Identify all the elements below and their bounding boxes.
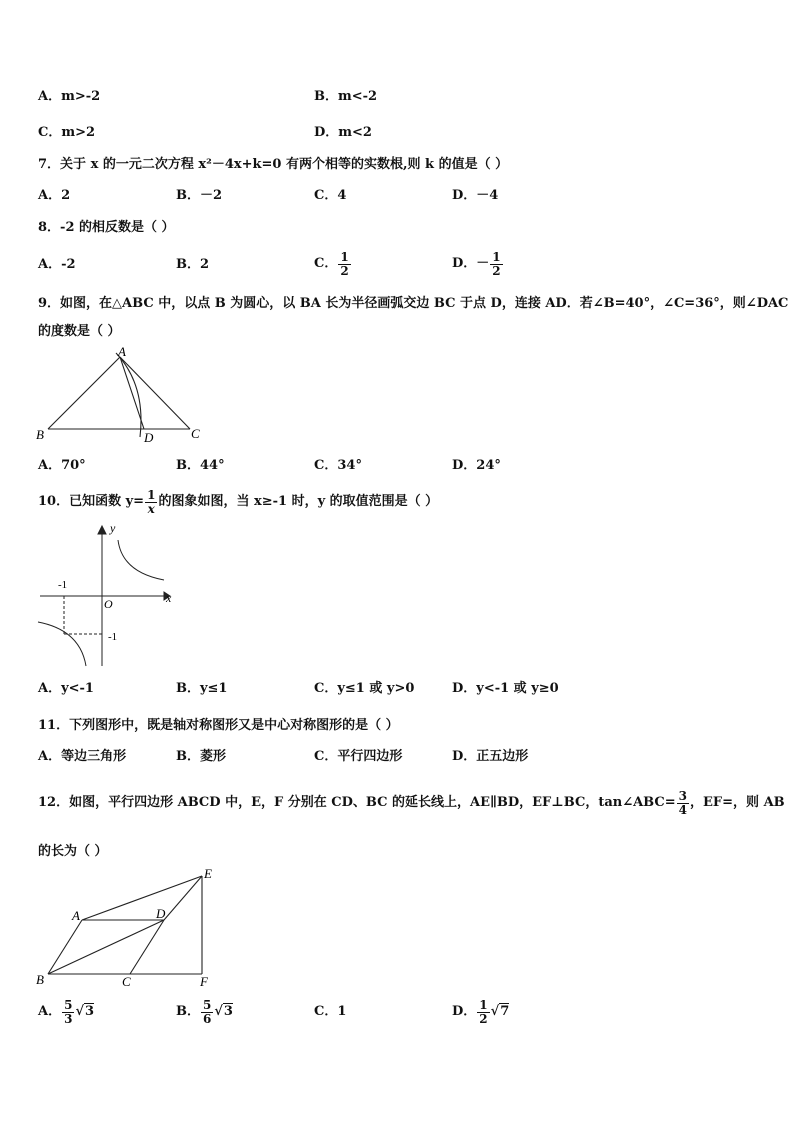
q12-option-a-fraction: $\frac{5}{3}$ [64, 997, 73, 1026]
q10-label-y: y [110, 521, 116, 535]
q10-label-neg1-x: -1 [58, 579, 68, 591]
q9-question-line2: 的度数是（ ） [38, 324, 121, 339]
q10-question: 10．已知函数 y= $\frac{1}{x}$ 的图象如图，当 x≥-1 时，y 的取值范围是（ ） [38, 487, 439, 516]
q9-side-ba [48, 357, 120, 429]
q8-option-c: C． $\frac{1}{2}$ [314, 249, 349, 278]
q10-option-d: D．y<-1 或 y≥0 [452, 681, 559, 696]
q9-triangle-figure [30, 345, 210, 445]
q12-label-b: B [36, 972, 44, 987]
q12-option-b-fraction: $\frac{5}{6}$ [203, 997, 212, 1026]
q8-option-d: D．－ $\frac{1}{2}$ [452, 249, 501, 278]
q7-option-b: B．－2 [176, 188, 223, 203]
q6-option-c: C．m>2 [38, 125, 96, 140]
q10-label-origin: O [104, 597, 113, 611]
q10-graph [36, 520, 176, 670]
q12-label-e: E [204, 866, 212, 881]
q10-curve-q3 [38, 622, 86, 666]
q8-option-c-fraction: $\frac{1}{2}$ [340, 249, 349, 278]
q6-option-d: D．m<2 [314, 125, 372, 140]
q12-parallelogram-figure [30, 862, 230, 992]
q12-option-d-sqrt: √7 [490, 1004, 510, 1019]
q9-label-c: C [191, 426, 200, 441]
q11-option-d: D．正五边形 [452, 749, 529, 764]
q9-option-a: A．70° [38, 458, 86, 473]
q10-label-neg1-y: -1 [108, 631, 118, 643]
q12-option-d: D． $\frac{1}{2}$ √7 [452, 997, 510, 1026]
q7-option-d: D．－4 [452, 188, 499, 203]
q7-option-c: C．4 [314, 188, 347, 203]
q11-option-a: A．等边三角形 [38, 749, 127, 764]
q10-option-a: A．y<-1 [38, 681, 94, 696]
q12-option-a: A． $\frac{5}{3}$ √3 [38, 997, 95, 1026]
q10-y-arrow [98, 526, 106, 534]
q10-option-c: C．y≤1 或 y>0 [314, 681, 415, 696]
q12-option-b-sqrt: √3 [214, 1004, 233, 1019]
q10-curve-q1 [118, 540, 164, 580]
q7-question: 7．关于 x 的一元二次方程 x²－4x+k=0 有两个相等的实数根,则 k 的值是（ ） [38, 157, 509, 172]
q12-label-d: D [156, 906, 166, 921]
q8-question: 8．-2 的相反数是（ ） [38, 220, 175, 235]
q8-option-a: A．-2 [38, 257, 76, 272]
q12-option-d-fraction: $\frac{1}{2}$ [479, 997, 488, 1026]
q9-side-ac [120, 357, 190, 429]
q12-label-f: F [200, 974, 208, 989]
q12-label-a: A [72, 908, 80, 923]
q8-option-b: B．2 [176, 257, 210, 272]
q11-option-c: C．平行四边形 [314, 749, 403, 764]
q9-option-d: D．24° [452, 458, 501, 473]
q12-label-c: C [122, 974, 131, 989]
q8-option-d-fraction: $\frac{1}{2}$ [492, 249, 501, 278]
q9-label-b: B [36, 427, 44, 442]
q9-question-line1: 9．如图，在△ABC 中，以点 B 为圆心，以 BA 长为半径画弧交边 BC 于点 D，连接 AD．若∠B=40°，∠C=36°，则∠DAC [38, 296, 789, 311]
q6-option-a: A．m>-2 [38, 89, 101, 104]
q12-question-line1: 12．如图，平行四边形 ABCD 中，E，F 分别在 CD、BC 的延长线上，AE∥BD，EF⊥BC，tan∠ABC= $\frac{3}{4}$ ，EF=，则 AB [38, 788, 785, 817]
q9-label-a: A [118, 345, 126, 359]
q11-question: 11．下列图形中，既是轴对称图形又是中心对称图形的是（ ） [38, 718, 399, 733]
q9-segment-ad [120, 357, 144, 429]
q12-segment-ae [82, 876, 202, 920]
q12-question-line2: 的长为（ ） [38, 844, 108, 859]
q7-option-a: A．2 [38, 188, 71, 203]
q10-fraction: $\frac{1}{x}$ [147, 487, 156, 516]
q12-option-c: C． 1 [314, 1004, 347, 1019]
q10-option-b: B．y≤1 [176, 681, 228, 696]
q12-fraction: $\frac{3}{4}$ [678, 788, 688, 817]
q12-option-b: B． $\frac{5}{6}$ √3 [176, 997, 233, 1026]
q9-option-c: C．34° [314, 458, 362, 473]
q12-option-a-sqrt: √3 [75, 1004, 95, 1019]
q11-option-b: B．菱形 [176, 749, 226, 764]
q9-option-b: B．44° [176, 458, 225, 473]
q9-label-d: D [144, 430, 154, 445]
q10-label-x: x [166, 591, 172, 605]
q6-option-b: B．m<-2 [314, 89, 378, 104]
